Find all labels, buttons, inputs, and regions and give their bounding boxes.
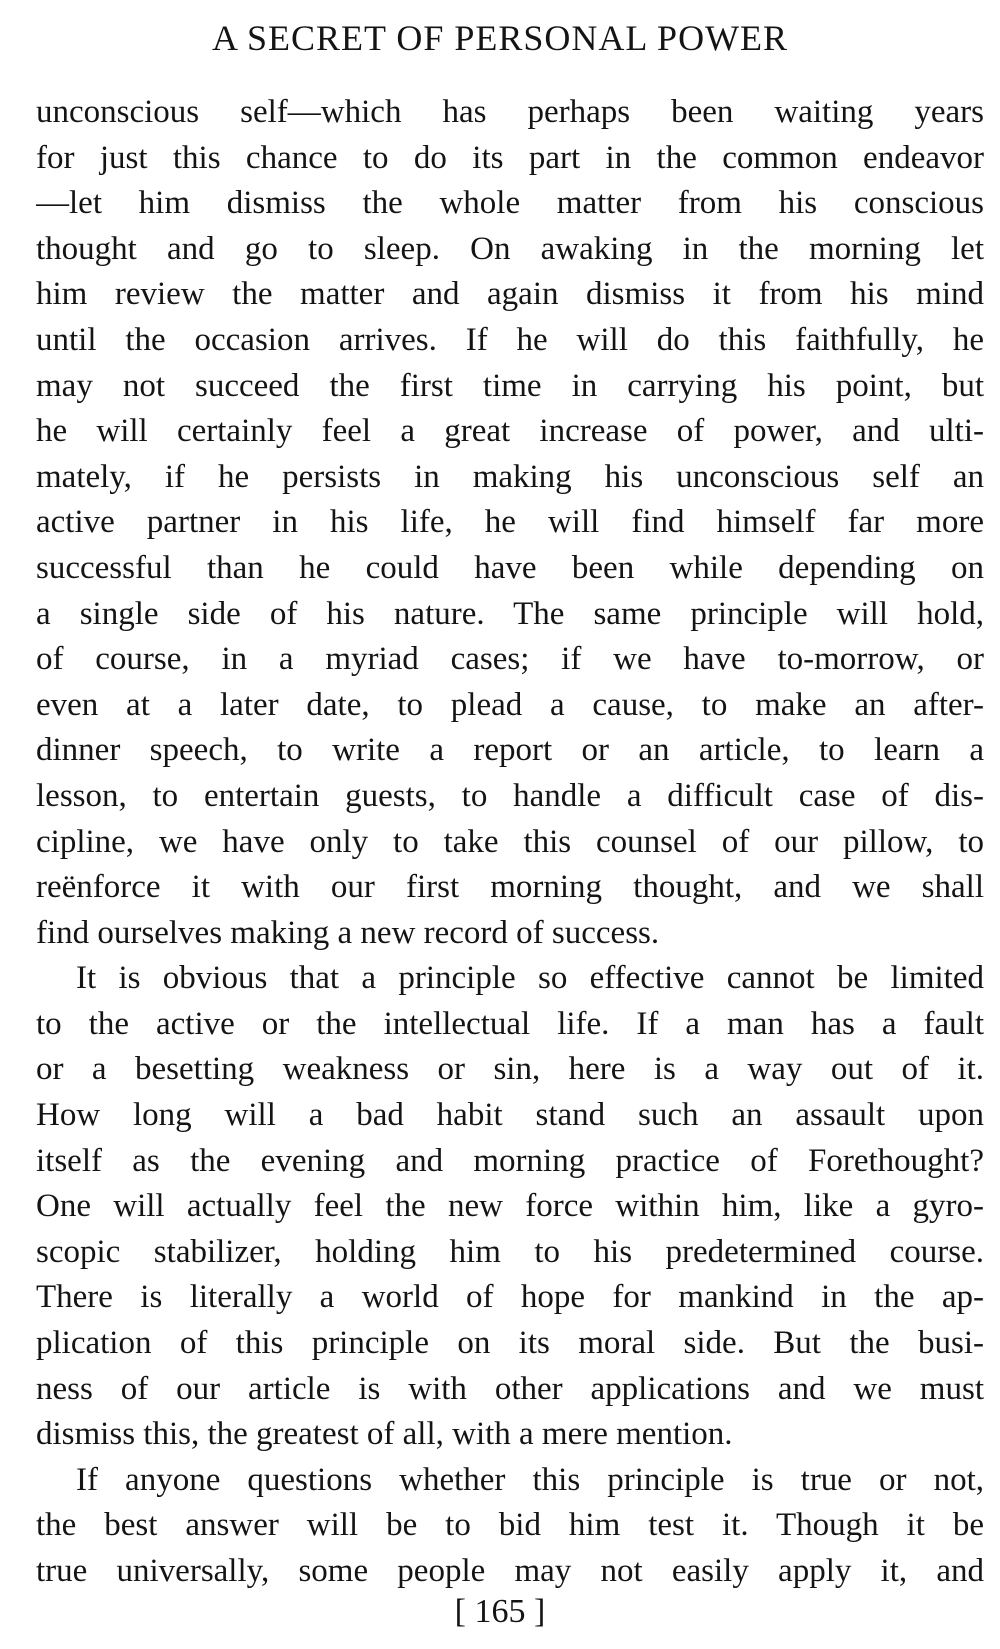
text-line: How long will a bad habit stand such an assault upon [36, 1097, 984, 1134]
page-number: [ 165 ] [454, 1593, 546, 1630]
text-line: plication of this principle on its moral side. But the busi- [36, 1325, 984, 1362]
text-line: thought and go to sleep. On awaking in the morning let [36, 230, 984, 267]
text-line: until the occasion arrives. If he will do this faithfully, he [36, 321, 984, 358]
text-line: unconscious self—which has perhaps been waiting years [36, 94, 984, 130]
text-line: even at a later date, to plead a cause, to make an after- [36, 686, 984, 723]
text-line: or a besetting weakness or sin, here is a way out of it. [36, 1051, 984, 1088]
text-line: find ourselves making a new record of success. [36, 914, 660, 951]
text-line: true universally, some people may not easily apply it, and [36, 1553, 984, 1589]
paragraph [36, 956, 984, 1458]
text-line: itself as the evening and morning practice of Forethought? [36, 1142, 984, 1179]
text-line: reënforce it with our first morning thought, and we shall [36, 869, 984, 906]
text-line: of course, in a myriad cases; if we have to-morrow, or [36, 641, 984, 678]
text-line: dismiss this, the greatest of all, with a mere mention. [36, 1416, 733, 1453]
text-line: to the active or the intellectual life. If a man has a fault [36, 1005, 984, 1042]
running-head: A SECRET OF PERSONAL POWER [211, 18, 789, 58]
text-line: lesson, to entertain guests, to handle a difficult case of dis- [36, 777, 984, 814]
text-line: ness of our article is with other applications and we must [36, 1370, 984, 1407]
text-line: him review the matter and again dismiss it from his mind [36, 276, 984, 313]
text-line: scopic stabilizer, holding him to his predetermined course. [36, 1233, 984, 1270]
text-line: —let him dismiss the whole matter from his conscious [36, 185, 984, 222]
text-line: successful than he could have been while depending on [36, 549, 984, 586]
text-line: mately, if he persists in making his unconscious self an [36, 458, 984, 495]
text-line: dinner speech, to write a report or an article, to learn a [36, 732, 984, 769]
paragraph [36, 1458, 984, 1595]
text-line: There is literally a world of hope for mankind in the ap- [36, 1279, 984, 1316]
text-line: If anyone questions whether this principle is true or not, [76, 1461, 984, 1498]
text-line: he will certainly feel a great increase of power, and ulti- [36, 413, 984, 450]
text-line: may not succeed the first time in carrying his point, but [36, 367, 984, 404]
text-line: cipline, we have only to take this counsel of our pillow, to [36, 823, 984, 860]
text-line: It is obvious that a principle so effective cannot be limited [76, 960, 984, 997]
text-line: One will actually feel the new force within him, like a gyro- [36, 1188, 984, 1225]
paragraph [36, 90, 984, 956]
body-text [36, 90, 984, 1595]
text-line: for just this chance to do its part in the common endeavor [36, 139, 984, 176]
text-line: active partner in his life, he will find himself far more [36, 504, 984, 541]
text-line: the best answer will be to bid him test it. Though it be [36, 1507, 984, 1544]
text-line: a single side of his nature. The same principle will hold, [36, 595, 984, 632]
